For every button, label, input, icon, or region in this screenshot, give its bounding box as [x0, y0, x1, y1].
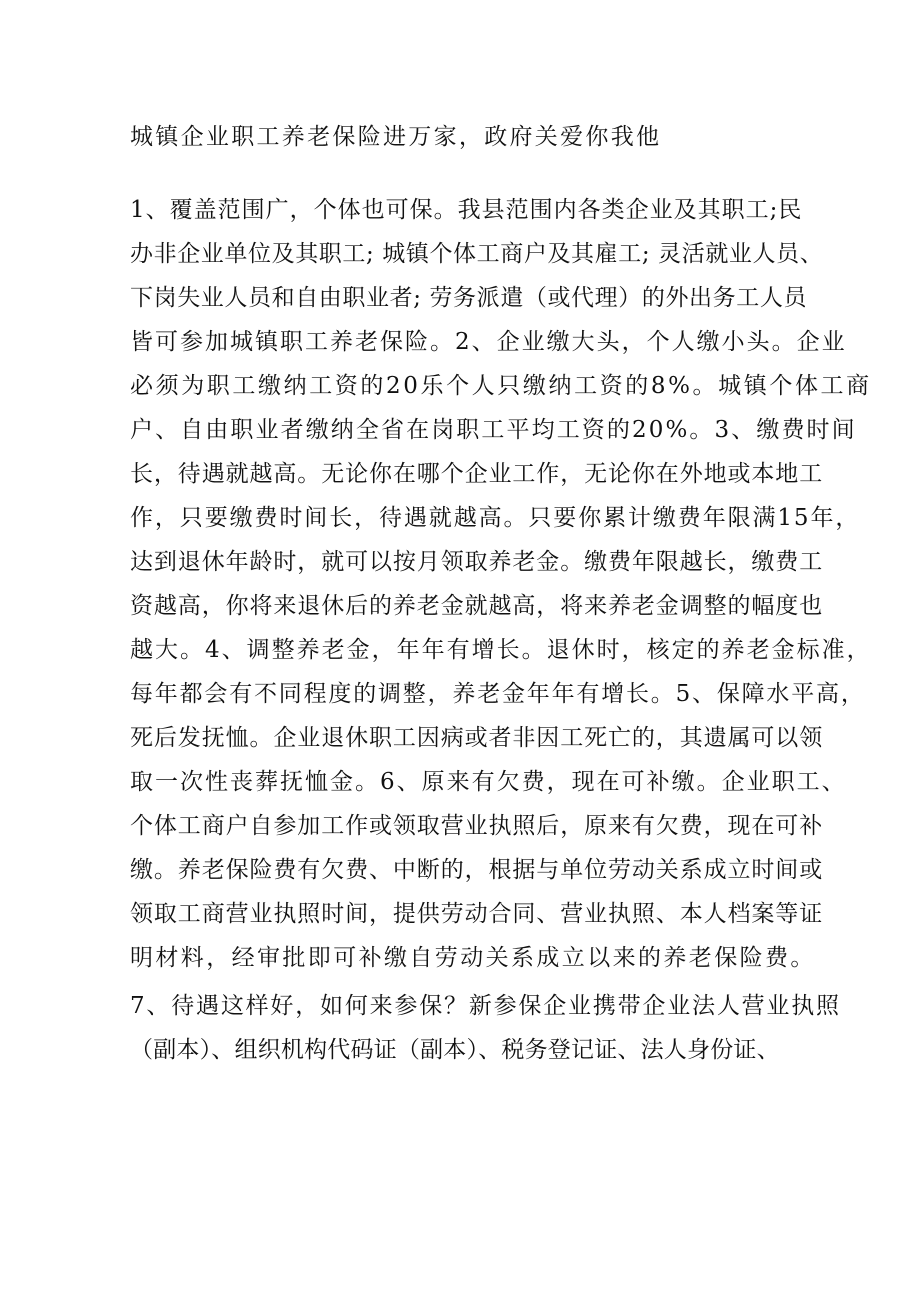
body-line-10: 资越高，你将来退休后的养老金就越高，将来养老金调整的幅度也 [130, 593, 824, 619]
body-line-4: 皆可参加城镇职工养老保险。2、企业缴大头，个人缴小头。企业 [130, 329, 847, 355]
body-line-6: 户、自由职业者缴纳全省在岗职工平均工资的20%。3、缴费时间 [130, 417, 857, 443]
body-line-7: 长，待遇就越高。无论你在哪个企业工作，无论你在外地或本地工 [130, 461, 824, 487]
body-line-13: 死后发抚恤。企业退休职工因病或者非因工死亡的，其遗属可以领 [130, 725, 824, 751]
body-line-17: 领取工商营业执照时间，提供劳动合同、营业执照、本人档案等证 [130, 901, 824, 927]
body-line-15: 个体工商户自参加工作或领取营业执照后，原来有欠费，现在可补 [130, 813, 824, 839]
body-line-5: 必须为职工缴纳工资的20乐个人只缴纳工资的8%。城镇个体工商 [130, 373, 872, 399]
body-line-12: 每年都会有不同程度的调整，养老金年年有增长。5、保障水平高， [130, 681, 866, 707]
body-line-19: 7、待遇这样好，如何来参保？新参保企业携带企业法人营业执照 [130, 993, 841, 1019]
document-title: 城镇企业职工养老保险进万家，政府关爱你我他 [130, 124, 662, 150]
body-line-8: 作，只要缴费时间长，待遇就越高。只要你累计缴费年限满15年， [130, 505, 861, 531]
body-line-20: （副本）、组织机构代码证（副本）、税务登记证、法人身份证、 [130, 1037, 780, 1063]
body-line-14: 取一次性丧葬抚恤金。6、原来有欠费，现在可补缴。企业职工、 [130, 769, 847, 795]
body-line-3: 下岗失业人员和自由职业者; 劳务派遣（或代理）的外出务工人员 [130, 285, 808, 311]
body-line-18: 明材料，经审批即可补缴自劳动关系成立以来的养老保险费。 [130, 945, 816, 971]
body-line-11: 越大。4、调整养老金，年年有增长。退休时，核定的养老金标准， [130, 637, 872, 663]
body-line-16: 缴。养老保险费有欠费、中断的，根据与单位劳动关系成立时间或 [130, 857, 824, 883]
body-line-9: 达到退休年龄时，就可以按月领取养老金。缴费年限越长，缴费工 [130, 549, 824, 575]
body-line-1: 1、覆盖范围广，个体也可保。我县范围内各类企业及其职工;民 [130, 197, 803, 223]
body-line-2: 办非企业单位及其职工; 城镇个体工商户及其雇工; 灵活就业人员、 [130, 241, 824, 267]
